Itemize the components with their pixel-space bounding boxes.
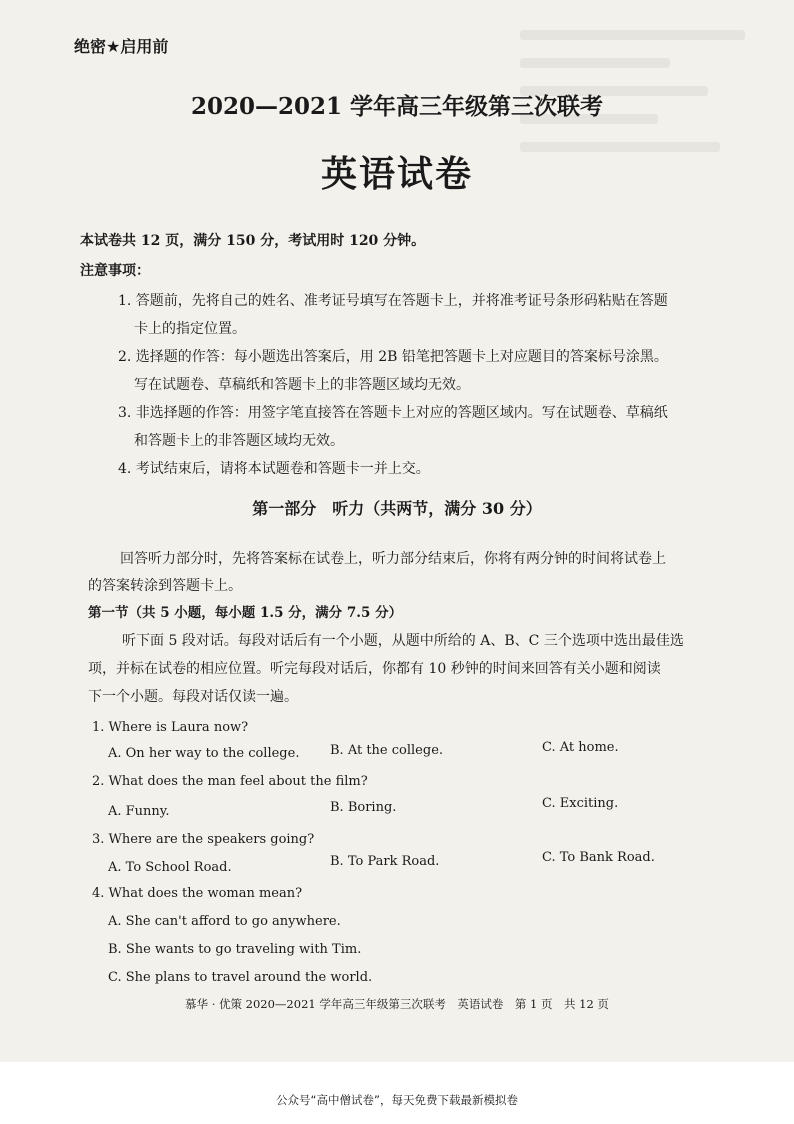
question-option: A. On her way to the college. (108, 746, 300, 761)
notice-line: 1. 答题前，先将自己的姓名、准考证号填写在答题卡上，并将准考证号条形码粘贴在答题 (118, 293, 668, 309)
question-option: C. She plans to travel around the world. (108, 970, 373, 985)
notice-heading: 注意事项： (80, 263, 150, 279)
notice-line: 写在试题卷、草稿纸和答题卡上的非答题区域均无效。 (134, 377, 470, 393)
notice-line: 2. 选择题的作答：每小题选出答案后，用 2B 铅笔把答题卡上对应题目的答案标号涂黑。 (118, 349, 668, 365)
section-heading: 第一节（共 5 小题，每小题 1.5 分，满分 7.5 分） (88, 605, 403, 621)
notice-line: 卡上的指定位置。 (134, 321, 246, 337)
question-text: 4. What does the woman mean? (92, 886, 303, 901)
question-text: 2. What does the man feel about the film? (92, 774, 368, 789)
bottom-promo-note: 公众号“高中僧试卷”，每天免费下载最新模拟卷 (276, 1093, 518, 1107)
question-option: B. At the college. (330, 743, 444, 758)
section-instruction-line: 听下面 5 段对话。每段对话后有一个小题，从题中所给的 A、B、C 三个选项中选出最佳选 (122, 633, 684, 649)
question-option: A. To School Road. (108, 860, 232, 875)
question-text: 3. Where are the speakers going? (92, 832, 315, 847)
question-option: C. At home. (542, 740, 619, 755)
question-option: C. Exciting. (542, 796, 619, 811)
notice-line: 和答题卡上的非答题区域均无效。 (134, 433, 344, 449)
notice-line: 3. 非选择题的作答：用签字笔直接答在答题卡上对应的答题区域内。写在试题卷、草稿纸 (118, 405, 668, 421)
question-text: 1. Where is Laura now? (92, 720, 249, 735)
confidential-label: 绝密★启用前 (74, 37, 169, 56)
question-option: A. Funny. (108, 804, 170, 819)
exam-intro: 本试卷共 12 页，满分 150 分，考试用时 120 分钟。 (80, 233, 426, 249)
section-instruction-line: 项，并标在试卷的相应位置。听完每段对话后，你都有 10 秒钟的时间来回答有关小题和阅读 (88, 661, 661, 677)
exam-title: 2020—2021 学年高三年级第三次联考 (190, 93, 604, 120)
notice-line: 4. 考试结束后，请将本试题卷和答题卡一并上交。 (118, 461, 430, 477)
page-footer: 慕华 · 优策 2020—2021 学年高三年级第三次联考 英语试卷 第 1 页 共 12 页 (185, 997, 609, 1011)
section-instruction-line: 下一个小题。每段对话仅读一遍。 (88, 689, 298, 705)
part-paragraph-line: 的答案转涂到答题卡上。 (88, 578, 242, 594)
part-title: 第一部分 听力（共两节，满分 30 分） (252, 499, 542, 518)
question-option: B. She wants to go traveling with Tim. (108, 942, 362, 957)
question-option: C. To Bank Road. (542, 850, 655, 865)
subject-title: 英语试卷 (320, 153, 473, 195)
question-option: A. She can't afford to go anywhere. (108, 914, 341, 929)
question-option: B. Boring. (330, 800, 397, 815)
part-paragraph-line: 回答听力部分时，先将答案标在试卷上，听力部分结束后，你将有两分钟的时间将试卷上 (120, 551, 666, 567)
question-option: B. To Park Road. (330, 854, 440, 869)
